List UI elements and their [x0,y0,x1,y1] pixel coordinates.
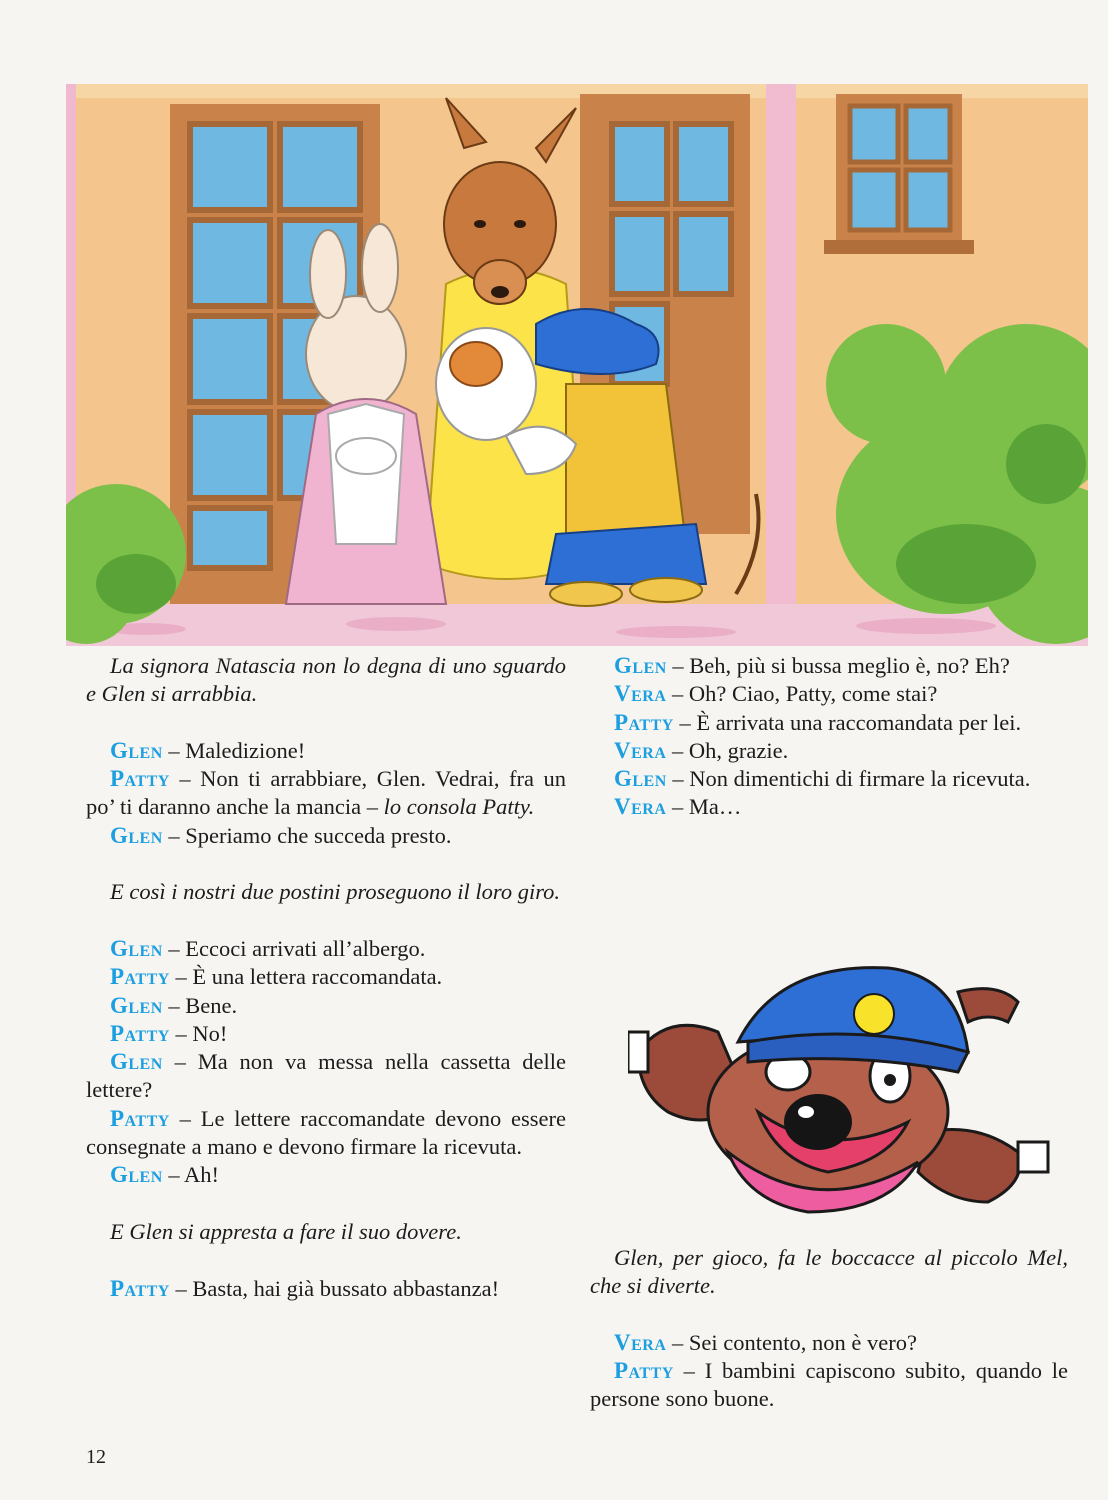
dialogue-line: Glen – Ma non va messa nella cassetta delle lettere? [86,1049,566,1103]
dialogue-line: Patty – Non ti arrabbiare, Glen. Vedrai, fra un po’ ti daranno anche la mancia – lo consola Patty. [86,766,567,820]
left-text-column [86,652,566,1303]
postman-dog-making-faces-illustration [628,962,1068,1222]
kangaroo-family-at-door-illustration [66,84,1088,646]
dialogue-line: Vera – Oh, grazie. [614,737,789,763]
dialogue-line: Patty – I bambini capiscono subito, quando le persone sono buone. [590,1358,1069,1412]
speaker-label: Glen [110,737,163,763]
dialogue-line: Patty – Basta, hai già bussato abbastanza! [110,1275,500,1301]
speaker-label: Vera [614,1329,667,1355]
right-text-column-bottom [590,1244,1068,1414]
speaker-label: Glen [110,935,163,961]
speaker-label: Patty [614,709,674,735]
speaker-label: Glen [110,992,163,1018]
dialogue-line: Glen – Speriamo che succeda presto. [110,822,452,848]
speaker-label: Glen [110,1162,163,1188]
page-number: 12 [86,1446,106,1468]
narration: E così i nostri due postini proseguono il loro giro. [110,879,561,905]
italic-tail: – lo consola Patty. [366,794,535,820]
speaker-label: Glen [614,653,667,678]
narration: Glen, per gioco, fa le boccacce al piccolo Mel, che si diverte. [590,1245,1068,1299]
speaker-label: Patty [110,1105,170,1131]
speaker-label: Patty [110,766,170,792]
speaker-label: Vera [614,794,667,820]
dialogue-line: Glen – Ah! [110,1162,220,1188]
dialogue-line: Vera – Ma… [614,794,742,820]
dialogue-line: Patty – È arrivata una raccomandata per lei. [614,709,1022,735]
dialogue-line: Glen – Bene. [110,992,238,1018]
speaker-label: Vera [614,681,667,707]
dialogue-line: Patty – È una lettera raccomandata. [110,964,443,990]
speaker-label: Patty [110,964,170,990]
speaker-label: Vera [614,737,667,763]
dialogue-line: Patty – Le lettere raccomandate devono essere consegnate a mano e devono firmare la ricevuta. [86,1105,566,1160]
narration: La signora Natascia non lo degna di uno sguardo e Glen si arrabbia. [86,653,566,707]
speaker-label: Patty [110,1275,170,1301]
dialogue-line: Vera – Sei contento, non è vero? [614,1329,917,1355]
narration: E Glen si appresta a fare il suo dovere. [110,1218,462,1244]
dialogue-line: Glen – Maledizione! [110,737,306,763]
speaker-label: Glen [110,822,163,848]
right-text-column-top [590,652,1068,822]
dialogue-line: Patty – No! [110,1020,228,1046]
speaker-label: Glen [110,1049,163,1075]
dialogue-line: Vera – Oh? Ciao, Patty, come stai? [614,681,938,707]
dialogue-line: Glen – Non dimentichi di firmare la ricevuta. [614,766,1031,792]
speaker-label: Patty [110,1020,170,1046]
dialogue-line: Glen – Eccoci arrivati all’albergo. [110,935,426,961]
speaker-label: Glen [614,766,667,792]
dialogue-line: Glen – Beh, più si bussa meglio è, no? Eh? [614,653,1010,678]
speaker-label: Patty [614,1358,674,1384]
